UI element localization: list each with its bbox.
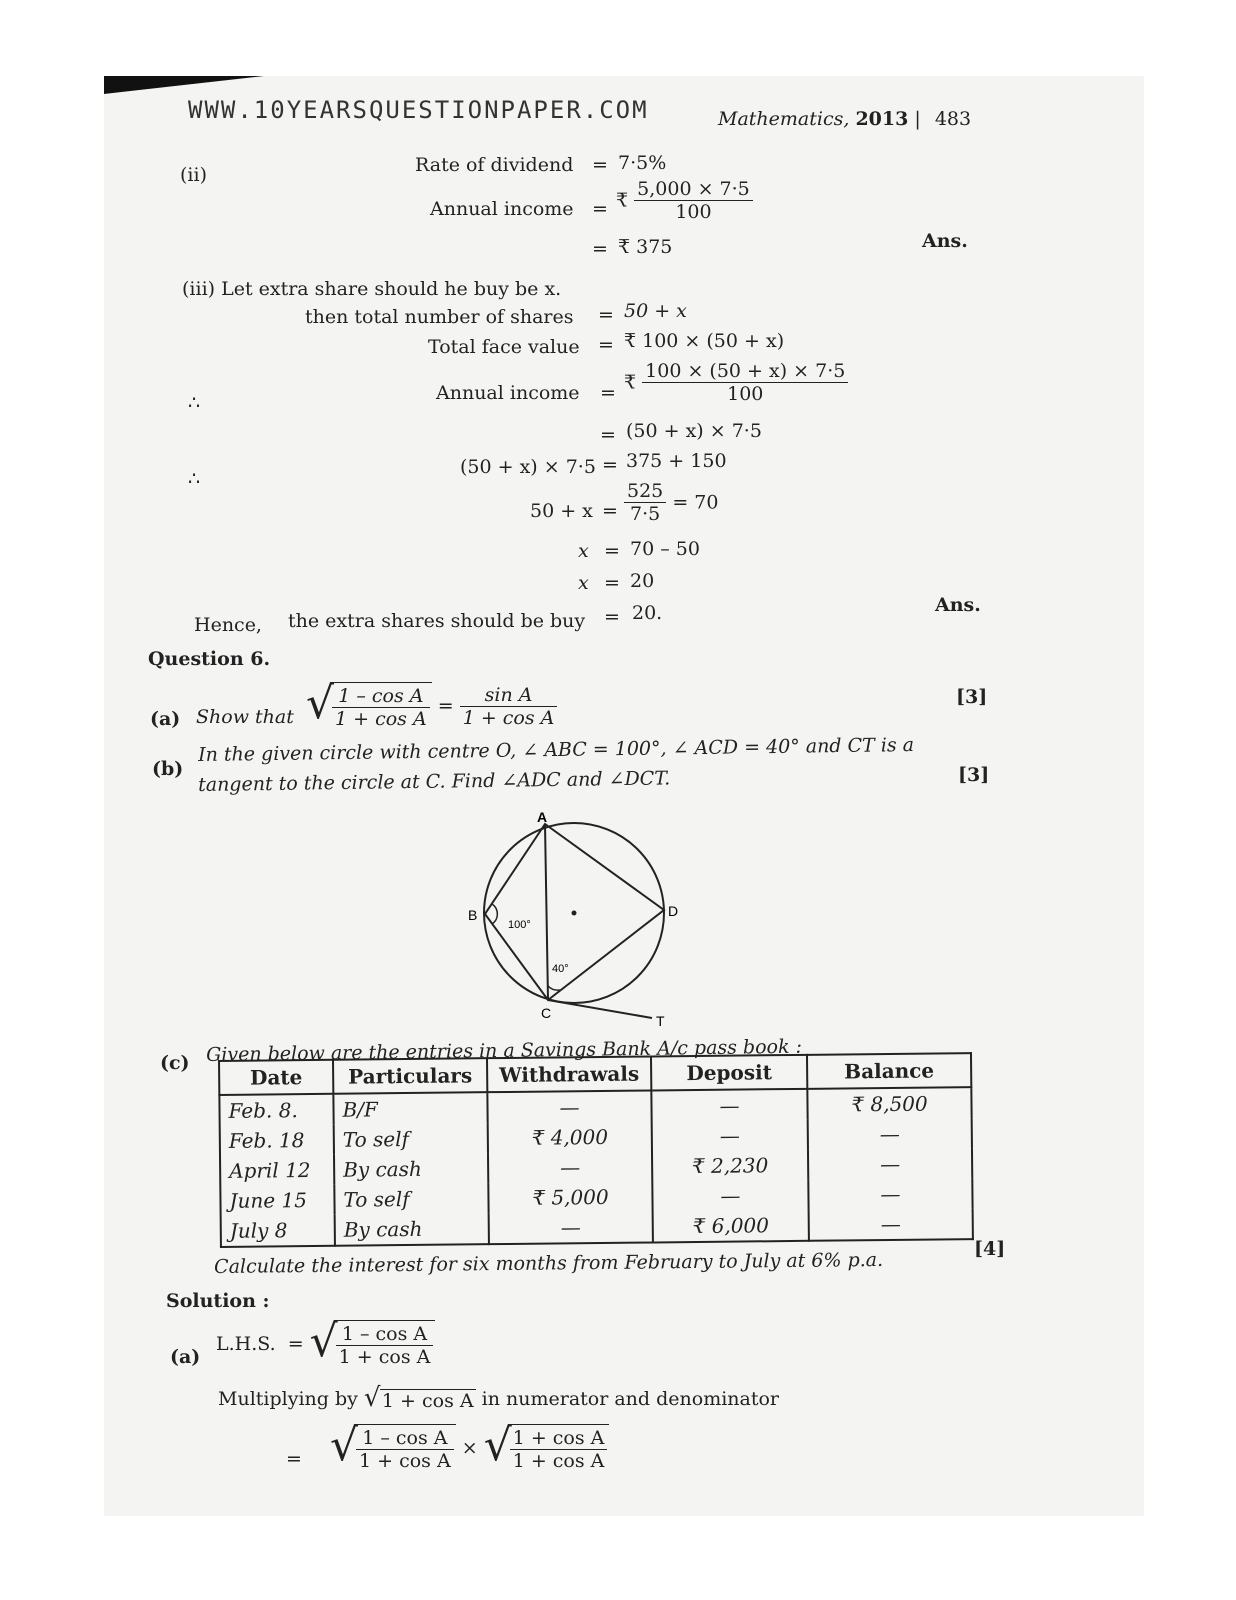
radicand: 1 + cos A <box>381 1389 474 1412</box>
rupee-symbol: ₹ <box>616 189 629 212</box>
division-result: = 70 <box>672 491 719 514</box>
equals-sign: = <box>592 154 608 176</box>
product-expression <box>330 1420 609 1472</box>
label-c: C <box>541 1005 552 1021</box>
angle-b-arc <box>492 904 497 924</box>
fraction-denominator: 1 + cos A <box>512 1450 605 1472</box>
therefore-symbol: ∴ <box>188 392 201 414</box>
equation-lhs: (50 + x) × 7·5 <box>460 456 596 478</box>
rate-of-dividend-label: Rate of dividend <box>415 154 574 176</box>
solution-part-a-marker: (a) <box>170 1346 201 1368</box>
total-shares-label: then total number of shares <box>305 306 574 328</box>
fraction-denominator: 7·5 <box>630 503 661 525</box>
equals-sign: = <box>598 334 614 356</box>
total-face-value-value: ₹ 100 × (50 + x) <box>624 330 785 352</box>
equation-lhs: 50 + x <box>530 500 593 522</box>
rate-of-dividend-value: 7·5% <box>618 152 667 174</box>
fraction-numerator: sin A <box>460 684 558 707</box>
column-header: Particulars <box>333 1058 487 1094</box>
column-header: Deposit <box>651 1055 807 1091</box>
table-cell: Feb. 18 <box>220 1125 334 1156</box>
variable-x: x <box>578 540 589 562</box>
radical-sign-icon: √ <box>330 1420 359 1471</box>
square-root <box>330 1420 456 1472</box>
multiplying-note <box>218 1382 780 1413</box>
fraction-numerator: 1 + cos A <box>510 1427 608 1450</box>
table-cell: July 8 <box>221 1215 335 1247</box>
part-c-text: Given below are the entries in a Savings Bank A/c pass book : <box>206 1035 803 1066</box>
equation-rhs: 375 + 150 <box>626 450 727 472</box>
conclusion-label: the extra shares should be buy <box>288 610 586 632</box>
label-d: D <box>668 903 679 919</box>
fraction-denominator: 1 + cos A <box>338 1346 431 1368</box>
table-cell: ₹ 2,230 <box>652 1150 808 1182</box>
root-fraction <box>336 1323 434 1368</box>
fraction-denominator: 1 + cos A <box>335 708 427 730</box>
radical-sign-icon: √ <box>309 1316 338 1367</box>
fraction-numerator: 5,000 × 7·5 <box>634 178 753 201</box>
fraction-denominator: 1 + cos A <box>359 1450 451 1472</box>
equals-sign: = <box>604 606 620 628</box>
table-cell: Feb. 8. <box>219 1094 333 1126</box>
table-cell: ₹ 4,000 <box>488 1121 652 1153</box>
part-b-line-1: In the given circle with centre O, ∠ ABC = 100°, ∠ ACD = 40° and CT is a <box>198 734 915 766</box>
equals-sign: = <box>592 238 608 260</box>
rhs-fraction <box>460 684 558 729</box>
angle-b-label: 100° <box>508 919 531 931</box>
circle-diagram <box>460 805 690 1035</box>
part-ii-marker: (ii) <box>180 164 207 186</box>
part-b-line-2: tangent to the circle at C. Find ∠ADC and ∠DCT. <box>198 767 671 796</box>
equals-sign: = <box>592 198 608 220</box>
root-fraction <box>332 685 430 730</box>
label-a: A <box>537 809 548 825</box>
lhs-label: L.H.S. <box>216 1333 276 1355</box>
table-cell: ₹ 6,000 <box>653 1210 809 1243</box>
radical-sign-icon: √ <box>483 1420 512 1471</box>
total-face-value-label: Total face value <box>428 336 580 358</box>
table-cell: April 12 <box>220 1155 334 1186</box>
root-fraction <box>510 1427 608 1472</box>
fraction-denominator: 100 <box>727 383 764 405</box>
column-header: Balance <box>807 1053 971 1089</box>
fraction-numerator: 100 × (50 + x) × 7·5 <box>642 360 848 383</box>
income-fraction <box>634 178 753 223</box>
header-subject: Mathematics, <box>718 108 850 130</box>
square-root <box>309 1316 436 1368</box>
x-value: 20 <box>630 570 655 592</box>
fraction-denominator: 1 + cos A <box>462 706 555 729</box>
note-text: in numerator and denominator <box>481 1388 780 1410</box>
chord-ac <box>545 824 548 1000</box>
equals-sign: = <box>437 695 454 717</box>
lhs-expression <box>216 1316 435 1368</box>
equals-sign: = <box>286 1448 302 1470</box>
marks-label: [3] <box>958 764 990 786</box>
marks-label: [3] <box>956 686 988 708</box>
table-cell: By cash <box>334 1153 488 1185</box>
square-root <box>483 1420 610 1472</box>
rupee-symbol: ₹ <box>624 371 637 394</box>
square-root <box>363 1382 476 1413</box>
radical-sign-icon: √ <box>363 1382 381 1413</box>
page-number: 483 <box>934 108 972 130</box>
column-header: Withdrawals <box>487 1056 651 1092</box>
annual-income-label: Annual income <box>430 198 574 220</box>
equals-sign: = <box>602 500 618 522</box>
fraction-numerator: 525 <box>624 480 666 503</box>
answer-marker: Ans. <box>935 594 981 616</box>
page-header <box>718 108 971 130</box>
part-iii-intro: (iii) Let extra share should he buy be x. <box>182 278 562 300</box>
table-row <box>221 1208 973 1247</box>
header-year: 2013 <box>855 108 909 130</box>
table-cell: — <box>489 1211 653 1244</box>
equals-sign: = <box>598 304 614 326</box>
table-cell: — <box>488 1151 652 1183</box>
table-cell: — <box>809 1208 973 1241</box>
label-t: T <box>656 1013 665 1029</box>
answer-marker: Ans. <box>922 230 968 252</box>
passbook-table <box>218 1052 974 1248</box>
conclusion-value: 20. <box>632 602 663 624</box>
table-cell: By cash <box>335 1213 489 1246</box>
table-cell: ₹ 5,000 <box>488 1181 652 1213</box>
angle-c-arc <box>548 986 560 990</box>
table-cell: — <box>652 1180 808 1212</box>
income-simplified: (50 + x) × 7·5 <box>626 420 762 442</box>
table-cell: — <box>487 1090 651 1123</box>
scan-corner-mark <box>104 76 264 94</box>
question-6-title: Question 6. <box>148 648 271 670</box>
annual-income-result: ₹ 375 <box>618 236 673 258</box>
income-fraction <box>642 360 848 405</box>
fraction-numerator: 1 – cos A <box>336 1323 434 1346</box>
therefore-symbol: ∴ <box>188 468 201 490</box>
root-fraction <box>356 1427 454 1472</box>
equals-sign: = <box>600 424 616 446</box>
angle-c-label: 40° <box>552 963 569 975</box>
table-cell: ₹ 8,500 <box>807 1087 971 1120</box>
label-b: B <box>468 907 478 923</box>
table-cell: — <box>808 1148 972 1180</box>
part-c-marker: (c) <box>160 1052 190 1074</box>
square-root <box>306 678 432 730</box>
column-header: Date <box>219 1060 333 1095</box>
website-watermark: WWW.10YEARSQUESTIONPAPER.COM <box>188 96 649 124</box>
tangent-ct <box>548 1000 652 1018</box>
marks-label: [4] <box>974 1238 1006 1260</box>
fraction-denominator: 100 <box>675 201 712 223</box>
show-that-text: Show that <box>196 706 294 728</box>
part-a-marker: (a) <box>150 708 181 730</box>
centre-o <box>572 911 577 916</box>
header-separator: | <box>914 108 921 130</box>
radical-sign-icon: √ <box>306 678 335 729</box>
total-shares-value: 50 + x <box>624 300 687 322</box>
subtraction-value: 70 – 50 <box>630 538 700 560</box>
division-fraction <box>624 480 666 525</box>
table-cell: — <box>652 1120 808 1152</box>
annual-income-expression <box>624 360 848 405</box>
equals-sign: = <box>287 1333 304 1355</box>
annual-income-expression <box>616 178 753 223</box>
fraction-numerator: 1 – cos A <box>332 685 430 708</box>
table-cell: — <box>808 1118 972 1150</box>
table-cell: To self <box>334 1183 488 1215</box>
division-expression <box>624 480 718 525</box>
table-cell: — <box>651 1089 807 1122</box>
solution-title: Solution : <box>166 1290 270 1312</box>
variable-x: x <box>578 572 589 594</box>
equals-sign: = <box>600 382 616 404</box>
identity-expression <box>306 678 557 730</box>
note-text: Multiplying by <box>218 1388 358 1410</box>
table-cell: To self <box>334 1123 488 1155</box>
interest-question: Calculate the interest for six months from February to July at 6% p.a. <box>214 1248 884 1278</box>
equals-sign: = <box>604 540 620 562</box>
table-cell: — <box>808 1178 972 1210</box>
table-cell: June 15 <box>220 1185 334 1216</box>
equals-sign: = <box>604 572 620 594</box>
fraction-numerator: 1 – cos A <box>356 1427 454 1450</box>
hence-word: Hence, <box>194 614 262 636</box>
table-cell: B/F <box>333 1092 487 1125</box>
part-b-marker: (b) <box>152 758 184 780</box>
equals-sign: = <box>602 454 618 476</box>
times-sign: × <box>461 1437 478 1459</box>
annual-income-label: Annual income <box>436 382 580 404</box>
